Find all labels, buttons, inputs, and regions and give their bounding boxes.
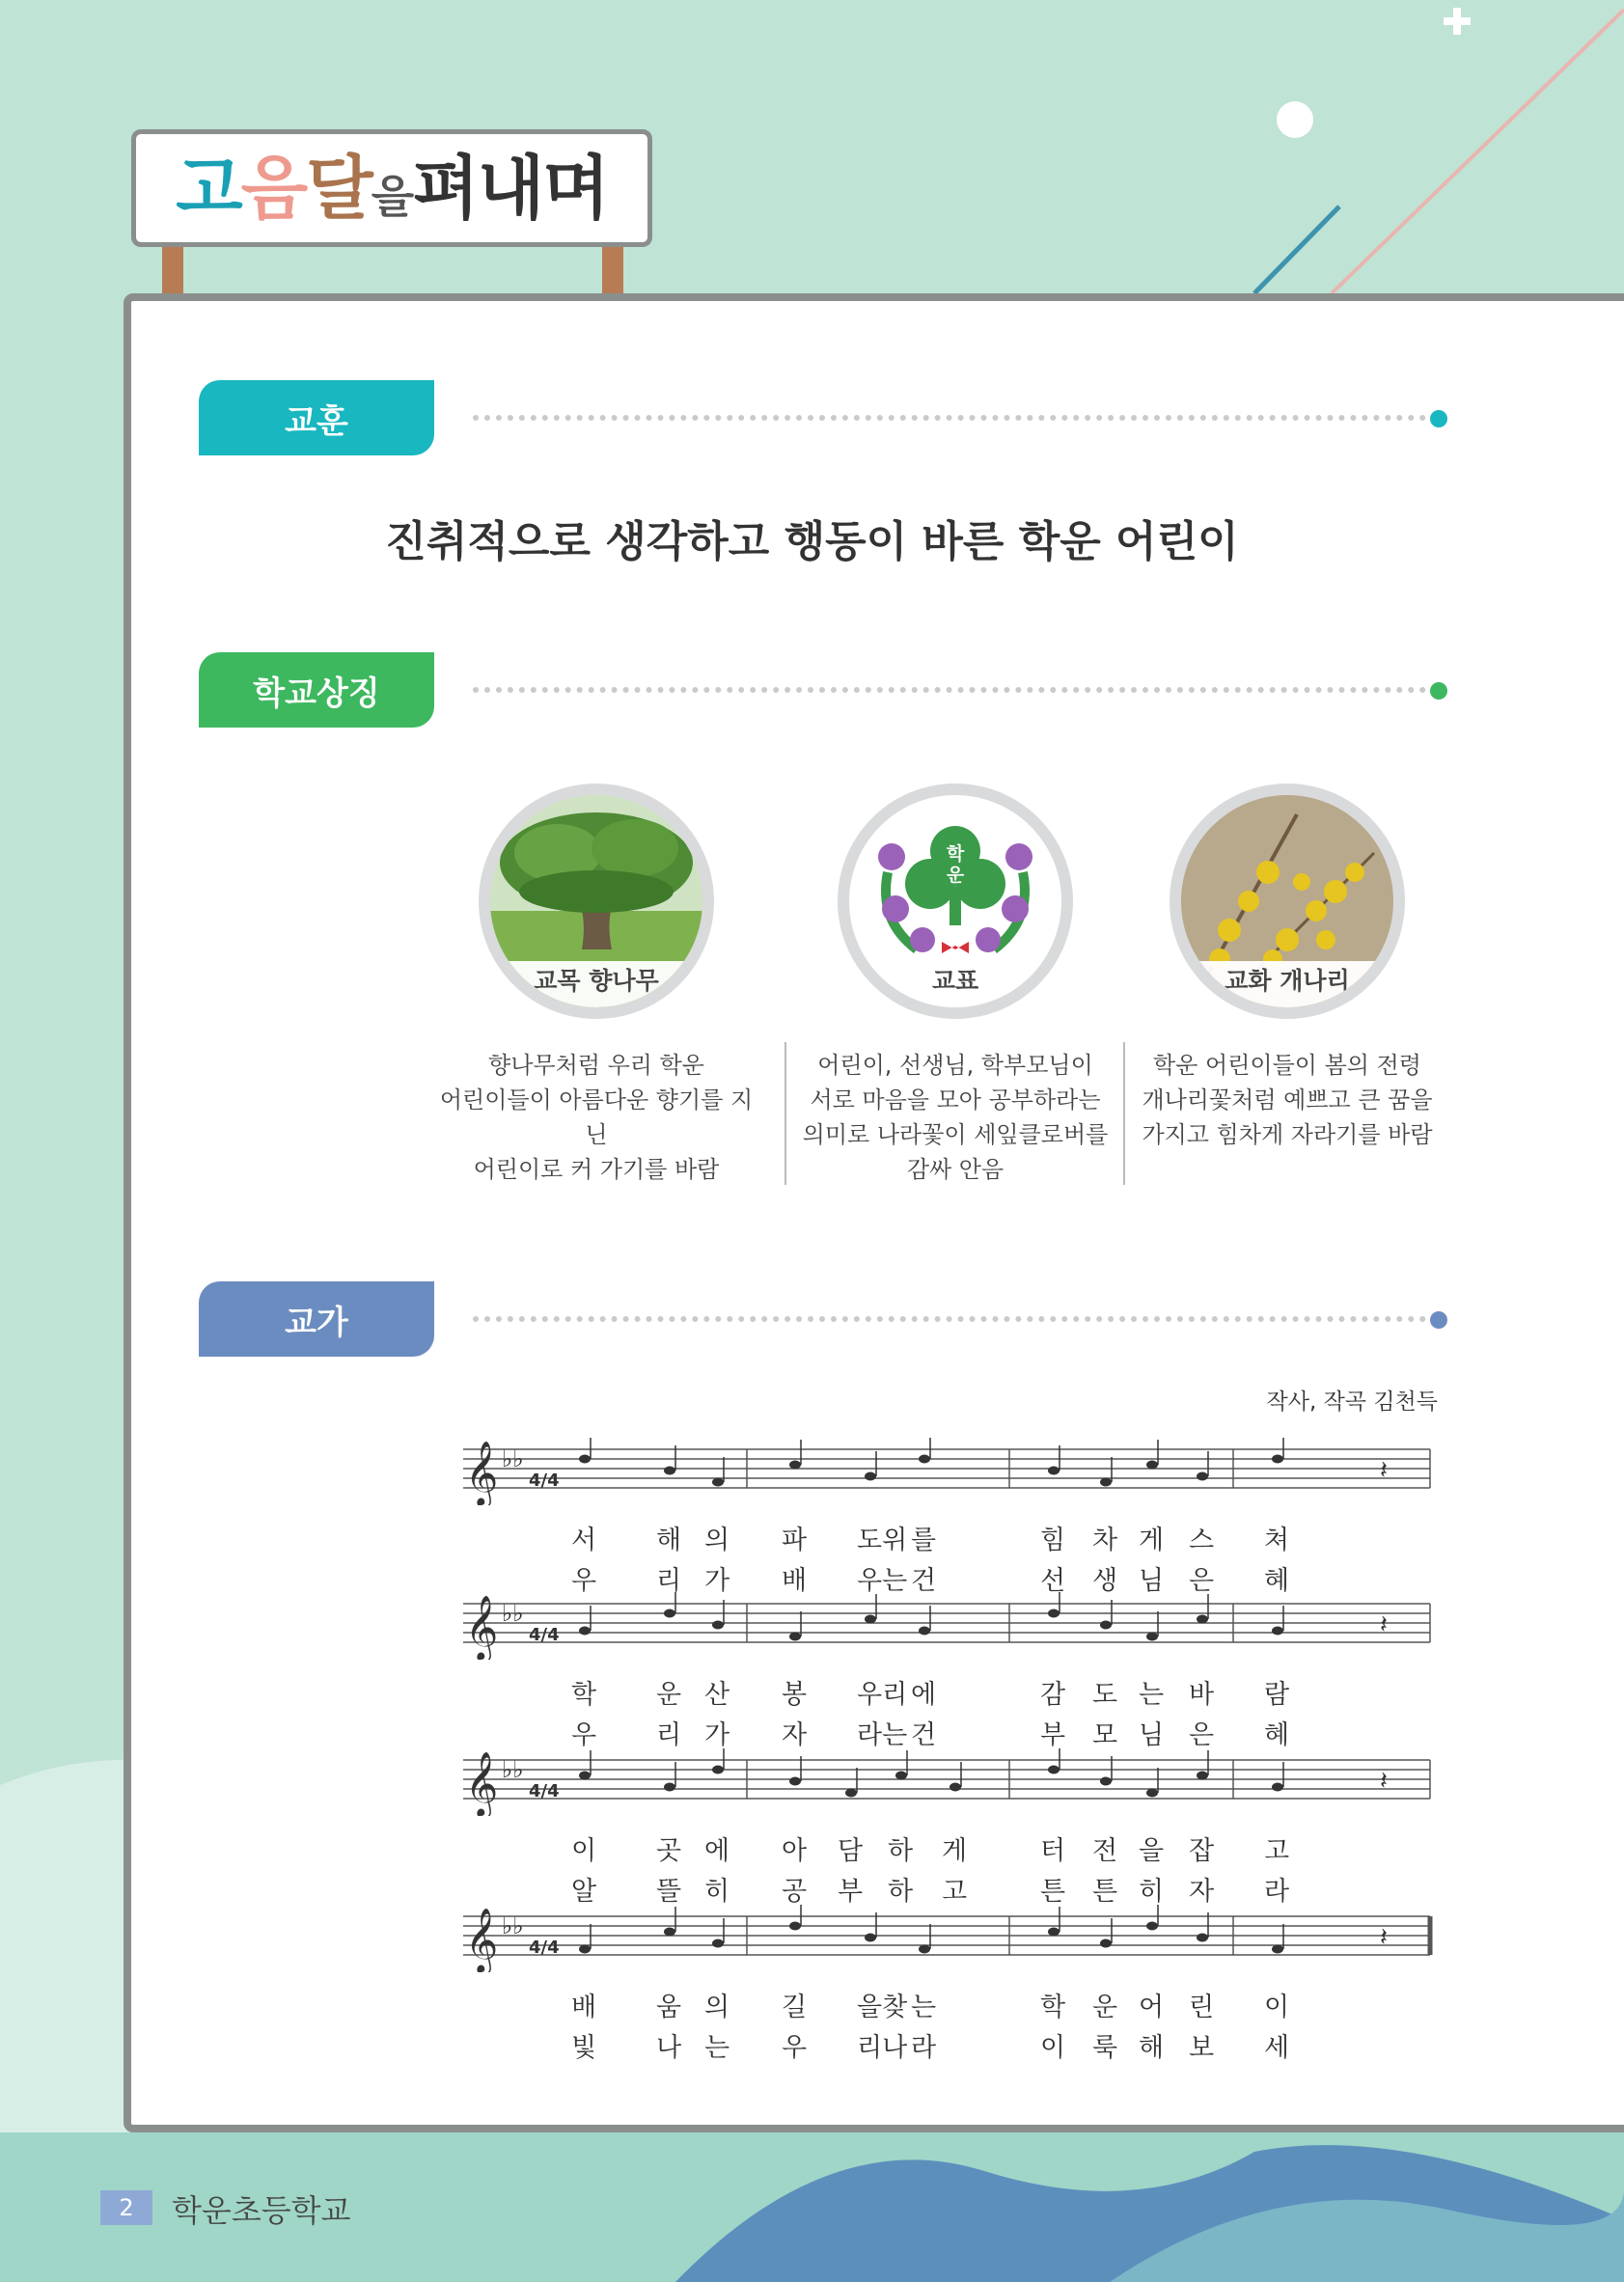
lyric-syllable: 는 — [911, 1993, 937, 2022]
note-icon — [895, 1772, 907, 1780]
lyric-syllable: 학 — [1040, 1993, 1066, 2022]
note-icon — [1048, 1467, 1060, 1475]
note-icon — [664, 1609, 675, 1618]
note-icon — [919, 1945, 930, 1954]
note-icon — [1197, 1472, 1208, 1481]
flat-icon: ♭♭ — [502, 1912, 524, 1939]
lyric-syllable: 라는 — [857, 1720, 908, 1750]
lyric-syllable: 아 — [782, 1836, 808, 1866]
dotted-divider — [473, 415, 1438, 421]
lyric-syllable: 게 — [942, 1836, 968, 1866]
lyric-syllable: 산 — [704, 1680, 730, 1710]
music-staff — [454, 1748, 1438, 1816]
lyric-syllable: 차 — [1092, 1526, 1118, 1555]
music-staff — [454, 1905, 1438, 1972]
lyric-syllable: 터 — [1040, 1836, 1066, 1866]
note-icon — [1048, 1609, 1060, 1618]
symbol-emblem-description — [791, 1048, 1119, 1187]
symbol-flower-card — [1170, 784, 1405, 1019]
lyric-syllable: 건 — [911, 1720, 937, 1750]
lyric-syllable: 를 — [911, 1526, 937, 1555]
symbol-name: 교표 — [849, 961, 1061, 1007]
title-part: 을 — [371, 171, 413, 223]
note-icon — [712, 1621, 724, 1630]
lyric-syllable: 하 — [888, 1877, 914, 1907]
divider-end-dot — [1430, 1311, 1447, 1329]
lyric-syllable: 가 — [704, 1720, 730, 1750]
plus-icon — [1444, 8, 1471, 35]
symbol-emblem-card — [838, 784, 1073, 1019]
lyric-syllable: 배 — [571, 1993, 597, 2022]
school-motto: 진취적으로 생각하고 행동이 바른 학운 어린이 — [385, 517, 1239, 566]
section-label-song: 교가 — [199, 1281, 434, 1357]
lyric-syllable: 잡 — [1189, 1836, 1215, 1866]
lyric-syllable: 리 — [656, 1720, 682, 1750]
lyric-syllable: 혜 — [1264, 1720, 1290, 1750]
lyric-syllable: 라 — [1264, 1877, 1290, 1907]
lyric-syllable: 님 — [1139, 1566, 1165, 1596]
section-label-symbols: 학교상징 — [199, 652, 434, 728]
white-circle — [1277, 101, 1313, 138]
lyric-syllable: 부 — [1040, 1720, 1066, 1750]
title-part: 고 — [176, 148, 241, 229]
note-icon — [789, 1922, 801, 1931]
lyric-syllable: 운 — [656, 1680, 682, 1710]
note-icon — [919, 1627, 930, 1636]
note-icon — [1100, 1478, 1112, 1487]
lyric-syllable: 스 — [1189, 1526, 1215, 1555]
lyric-syllable: 움 — [656, 1993, 682, 2022]
lyric-syllable: 님 — [1139, 1720, 1165, 1750]
lyric-syllable: 알 — [571, 1877, 597, 1907]
symbol-flower-description — [1123, 1048, 1451, 1152]
lyric-syllable: 해 — [1139, 2033, 1165, 2063]
time-signature-icon: 4/4 — [529, 1938, 560, 1958]
note-icon — [1048, 1766, 1060, 1774]
time-signature-icon: 4/4 — [529, 1625, 560, 1645]
lyric-syllable: 전 — [1092, 1836, 1118, 1866]
symbol-name: 교목 향나무 — [490, 961, 702, 1007]
section-label-motto: 교훈 — [199, 380, 434, 455]
lyric-syllable: 학 — [571, 1680, 597, 1710]
time-signature-icon: 4/4 — [529, 1781, 560, 1801]
treble-clef-icon: 𝄞 — [465, 1750, 499, 1816]
lyric-syllable: 우리 — [857, 1680, 908, 1710]
lyric-syllable: 힘 — [1040, 1526, 1066, 1555]
desc-line: 어린이, 선생님, 학부모님이 — [817, 1052, 1093, 1079]
desc-line: 학운 어린이들이 봄의 전령 — [1153, 1052, 1421, 1079]
note-icon — [579, 1772, 591, 1780]
dotted-divider — [473, 1316, 1438, 1322]
lyric-syllable: 세 — [1264, 2033, 1290, 2063]
desc-line: 감싸 안음 — [906, 1156, 1005, 1183]
note-icon — [865, 1472, 876, 1481]
lyric-syllable: 의 — [704, 1993, 730, 2022]
lyric-syllable: 나 — [656, 2033, 682, 2063]
treble-clef-icon: 𝄞 — [465, 1594, 499, 1660]
desc-line: 가지고 힘차게 자라기를 바람 — [1142, 1121, 1433, 1148]
content-panel — [124, 293, 1624, 2132]
lyric-syllable: 선 — [1040, 1566, 1066, 1596]
flower-image — [1181, 795, 1393, 1007]
lyric-syllable: 혜 — [1264, 1566, 1290, 1596]
note-icon — [1197, 1772, 1208, 1780]
symbol-tree-description — [432, 1048, 760, 1187]
lyric-syllable: 뜰 — [656, 1877, 682, 1907]
note-icon — [664, 1783, 675, 1792]
lyric-syllable: 의 — [704, 1526, 730, 1555]
flat-icon: ♭♭ — [502, 1445, 524, 1472]
lyric-syllable: 운 — [1092, 1993, 1118, 2022]
flat-icon: ♭♭ — [502, 1600, 524, 1627]
lyric-syllable: 튼 — [1092, 1877, 1118, 1907]
rest-icon: 𝄽 — [1380, 1610, 1388, 1639]
lyric-syllable: 봉 — [782, 1680, 808, 1710]
lyric-syllable: 감 — [1040, 1680, 1066, 1710]
title-part: 펴내며 — [412, 148, 608, 229]
note-icon — [664, 1928, 675, 1937]
note-icon — [865, 1615, 876, 1624]
lyric-syllable: 모 — [1092, 1720, 1118, 1750]
tree-image — [490, 795, 702, 1007]
lyric-syllable: 도 — [1092, 1680, 1118, 1710]
note-icon — [1100, 1621, 1112, 1630]
lyric-syllable: 이 — [571, 1836, 597, 1866]
note-icon — [1146, 1922, 1158, 1931]
flat-icon: ♭♭ — [502, 1756, 524, 1783]
lyric-syllable: 에 — [704, 1836, 730, 1866]
note-icon — [1146, 1461, 1158, 1470]
lyric-syllable: 보 — [1189, 2033, 1215, 2063]
treble-clef-icon: 𝄞 — [465, 1907, 499, 1972]
song-credit: 작사, 작곡 김천득 — [1266, 1389, 1438, 1415]
note-icon — [1272, 1783, 1283, 1792]
lyric-syllable: 람 — [1264, 1680, 1290, 1710]
rest-icon: 𝄽 — [1380, 1456, 1388, 1485]
lyric-syllable: 배 — [782, 1566, 808, 1596]
music-staff — [454, 1438, 1438, 1505]
title-part: 달 — [306, 148, 372, 229]
symbol-tree-card — [479, 784, 714, 1019]
dotted-divider — [473, 687, 1438, 693]
desc-line: 어린이로 커 가기를 바람 — [473, 1156, 720, 1183]
desc-line: 향나무처럼 우리 학운 — [488, 1052, 704, 1079]
lyric-syllable: 자 — [1189, 1877, 1215, 1907]
lyric-syllable: 이 — [1264, 1993, 1290, 2022]
lyric-syllable: 바 — [1189, 1680, 1215, 1710]
note-icon — [712, 1939, 724, 1948]
lyric-syllable: 우 — [782, 2033, 808, 2063]
note-icon — [950, 1783, 961, 1792]
lyric-syllable: 공 — [782, 1877, 808, 1907]
note-icon — [1146, 1789, 1158, 1798]
lyric-syllable: 파 — [782, 1526, 808, 1555]
desc-line: 서로 마음을 모아 공부하라는 — [810, 1086, 1101, 1114]
desc-line: 개나리꽃처럼 예쁘고 큰 꿈을 — [1142, 1086, 1433, 1114]
title-part: 음 — [240, 148, 307, 229]
lyric-syllable: 생 — [1092, 1566, 1118, 1596]
emblem-image — [849, 795, 1061, 1007]
note-icon — [789, 1633, 801, 1641]
lyric-syllable: 이 — [1040, 2033, 1066, 2063]
lyric-syllable: 히 — [704, 1877, 730, 1907]
pink-diagonal-line — [1332, 10, 1624, 293]
rest-icon: 𝄽 — [1380, 1923, 1388, 1952]
lyric-syllable: 담 — [838, 1836, 864, 1866]
note-icon — [1272, 1455, 1283, 1464]
note-icon — [919, 1455, 930, 1464]
blue-diagonal-line — [1254, 206, 1339, 293]
lyric-syllable: 을찾 — [857, 1993, 908, 2022]
note-icon — [664, 1467, 675, 1475]
lyric-syllable: 가 — [704, 1566, 730, 1596]
lyric-syllable: 서 — [571, 1526, 597, 1555]
note-icon — [1197, 1615, 1208, 1624]
lyric-syllable: 자 — [782, 1720, 808, 1750]
title-signboard — [131, 129, 652, 247]
note-icon — [789, 1777, 801, 1786]
lyric-syllable: 하 — [888, 1836, 914, 1866]
treble-clef-icon: 𝄞 — [465, 1440, 499, 1505]
note-icon — [1146, 1633, 1158, 1641]
lyric-syllable: 에 — [911, 1680, 937, 1710]
note-icon — [1100, 1777, 1112, 1786]
lyric-syllable: 는 — [704, 2033, 730, 2063]
lyric-syllable: 곳 — [656, 1836, 682, 1866]
rest-icon: 𝄽 — [1380, 1767, 1388, 1796]
music-staff — [454, 1592, 1438, 1660]
note-icon — [712, 1478, 724, 1487]
sign-post-right — [602, 247, 623, 297]
lyric-syllable: 을 — [1139, 1836, 1165, 1866]
page-title — [176, 148, 608, 229]
emblem-text: 학운 — [946, 843, 965, 886]
lyric-syllable: 튼 — [1040, 1877, 1066, 1907]
lyric-syllable: 쳐 — [1264, 1526, 1290, 1555]
lyric-syllable: 은 — [1189, 1720, 1215, 1750]
sign-post-left — [162, 247, 183, 297]
note-icon — [579, 1627, 591, 1636]
lyric-syllable: 우는 — [857, 1566, 908, 1596]
lyric-syllable: 고 — [942, 1877, 968, 1907]
lyric-syllable: 우 — [571, 1720, 597, 1750]
note-icon — [845, 1789, 857, 1798]
lyric-syllable: 히 — [1139, 1877, 1165, 1907]
symbol-name: 교화 개나리 — [1181, 961, 1393, 1007]
lyric-syllable: 룩 — [1092, 2033, 1118, 2063]
lyric-syllable: 린 — [1189, 1993, 1215, 2022]
lyric-syllable: 리나 — [857, 2033, 908, 2063]
lyric-syllable: 은 — [1189, 1566, 1215, 1596]
lyric-syllable: 고 — [1264, 1836, 1290, 1866]
lyric-syllable: 해 — [656, 1526, 682, 1555]
time-signature-icon: 4/4 — [529, 1471, 560, 1491]
note-icon — [579, 1945, 591, 1954]
lyric-syllable: 라 — [911, 2033, 937, 2063]
note-icon — [1197, 1934, 1208, 1942]
lyric-syllable: 부 — [838, 1877, 864, 1907]
lyric-syllable: 길 — [782, 1993, 808, 2022]
note-icon — [1100, 1939, 1112, 1948]
note-icon — [712, 1766, 724, 1774]
lyric-syllable: 게 — [1139, 1526, 1165, 1555]
note-icon — [789, 1461, 801, 1470]
note-icon — [1272, 1945, 1283, 1954]
column-divider — [784, 1042, 786, 1185]
note-icon — [865, 1934, 876, 1942]
desc-line: 의미로 나라꽃이 세잎클로버를 — [802, 1121, 1109, 1148]
lyric-syllable: 도위 — [857, 1526, 908, 1555]
page-number: 2 — [100, 2190, 152, 2225]
lyric-syllable: 리 — [656, 1566, 682, 1596]
lyric-syllable: 어 — [1139, 1993, 1165, 2022]
divider-end-dot — [1430, 410, 1447, 427]
note-icon — [579, 1455, 591, 1464]
lyric-syllable: 는 — [1139, 1680, 1165, 1710]
school-name: 학운초등학교 — [172, 2192, 351, 2229]
lyric-syllable: 빛 — [571, 2033, 597, 2063]
divider-end-dot — [1430, 682, 1447, 700]
lyric-syllable: 건 — [911, 1566, 937, 1596]
lyric-syllable: 우 — [571, 1566, 597, 1596]
note-icon — [1272, 1627, 1283, 1636]
desc-line: 어린이들이 아름다운 향기를 지닌 — [439, 1086, 754, 1148]
note-icon — [1048, 1928, 1060, 1937]
